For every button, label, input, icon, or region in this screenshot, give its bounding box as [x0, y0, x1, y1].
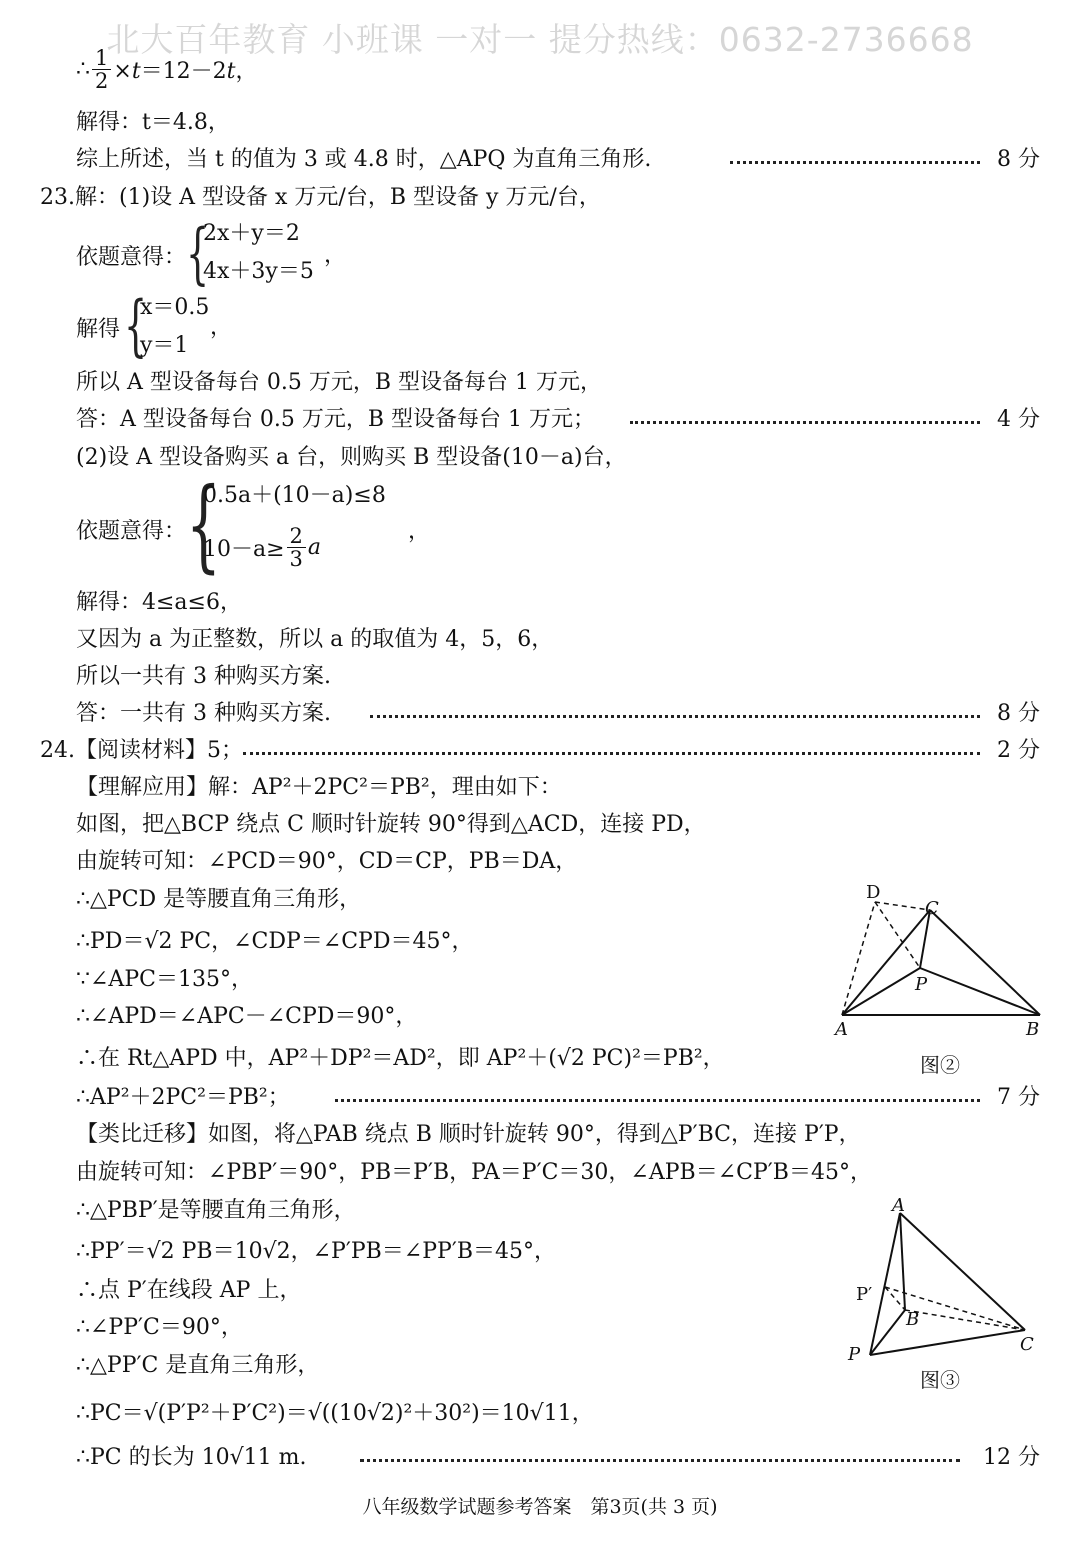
brace: {	[186, 466, 221, 583]
label-P-prime: P′	[856, 1284, 873, 1305]
label-P: P	[915, 974, 928, 995]
score-badge: 12 分	[983, 1445, 1040, 1470]
brace: {	[124, 287, 148, 364]
comma: ，	[210, 315, 233, 340]
label-A: A	[835, 1019, 848, 1040]
comma: ，	[324, 243, 347, 268]
segment-AP	[842, 968, 920, 1015]
figure-2	[830, 880, 1060, 1080]
label-A: A	[892, 1195, 905, 1216]
label-B: B	[906, 1309, 920, 1330]
scored-line: 答：A 型设备每台 0.5 万元，B 型设备每台 1 万元； 4 分	[0, 402, 1080, 438]
score-badge: 4 分	[997, 407, 1040, 432]
score-badge: 7 分	[997, 1085, 1040, 1110]
label-C: C	[925, 898, 939, 919]
equation-row: y＝1	[140, 333, 189, 358]
equation-line: ∴ $\frac{1}{2}$ ×t＝12－2t，	[76, 45, 258, 93]
scored-line: ∴PC 的长为 10√11 m. 12 分	[0, 1440, 1080, 1476]
comma: ，	[408, 519, 431, 544]
segment-DP	[875, 902, 920, 968]
figure-3-caption: 图③	[920, 1368, 960, 1392]
figure-2-caption: 图②	[920, 1053, 960, 1077]
segment-PC	[870, 1330, 1025, 1355]
equation-row: 2x＋y＝2	[203, 221, 300, 246]
label-P: P	[848, 1344, 861, 1365]
scored-line: 答：一共有 3 种购买方案. 8 分	[0, 696, 1080, 732]
watermark: 北大百年教育 小班课 一对一 提分热线：0632-2736668	[106, 20, 974, 59]
score-badge: 8 分	[997, 147, 1040, 172]
score-badge: 2 分	[997, 738, 1040, 763]
scored-line: 综上所述，当 t 的值为 3 或 4.8 时，△APQ 为直角三角形. 8 分	[0, 142, 1080, 178]
fraction-half: $\frac{1}{2}$	[92, 47, 111, 92]
equation-system-1: 依题意得：	[76, 244, 187, 270]
segment-DC	[875, 902, 930, 910]
segment-AP	[870, 1213, 900, 1355]
figure-3	[840, 1195, 1060, 1395]
segment-AB	[900, 1213, 905, 1310]
equation-row: x＝0.5	[140, 295, 210, 320]
score-badge: 8 分	[997, 701, 1040, 726]
scored-line: 24.【阅读材料】5； 2 分	[0, 733, 1080, 769]
label-D: D	[866, 882, 881, 903]
brace: {	[186, 215, 210, 292]
segment-CB	[930, 910, 1040, 1015]
segment-PB	[920, 968, 1040, 1015]
solution-label: 解得	[76, 316, 121, 342]
page-footer: 八年级数学试题参考答案 第3页(共 3 页)	[362, 1496, 718, 1518]
equation-row: 4x＋3y＝5	[203, 259, 314, 284]
label-B: B	[1026, 1019, 1040, 1040]
inequality-row: 10－a≥ $\frac{2}{3}$ a	[203, 523, 322, 571]
label-C: C	[1020, 1334, 1034, 1355]
inequality-row: 0.5a＋(10－a)≤8	[203, 483, 386, 508]
scored-line: ∴AP²＋2PC²＝PB²； 7 分	[0, 1080, 1080, 1116]
inequality-label: 依题意得：	[76, 518, 187, 544]
